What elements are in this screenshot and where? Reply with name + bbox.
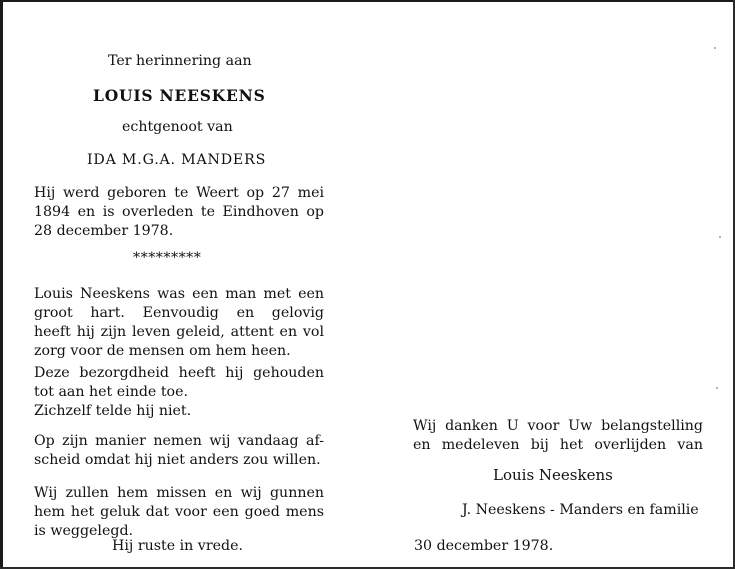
paragraph-line: scheid omdat hij niet anders zou willen.: [34, 452, 321, 468]
paragraph-line: Louis Neeskens was een man met een: [34, 286, 324, 302]
tribute-paragraph-3: [34, 432, 324, 470]
biography-line: 28 december 1978.: [34, 223, 174, 239]
paragraph-line: is weggelegd.: [34, 523, 134, 539]
paragraph-line: Deze bezorgdheid heeft hij gehouden: [34, 365, 324, 381]
paragraph-line: Wij zullen hem missen en wij gunnen: [34, 485, 324, 501]
card-left-edge: [0, 0, 3, 569]
paper-speck: [714, 47, 716, 49]
spouse-name: IDA M.G.A. MANDERS: [87, 152, 267, 168]
paragraph-line: Zichzelf telde hij niet.: [34, 403, 192, 419]
thanks-paragraph: [413, 417, 703, 455]
separator-stars: *********: [133, 250, 202, 266]
paragraph-line: heeft hij zijn leven geleid, attent en vol: [34, 324, 324, 340]
deceased-name: LOUIS NEESKENS: [93, 86, 266, 105]
tribute-paragraph-1: [34, 285, 324, 361]
biography-line: 1894 en is overleden te Eindhoven op: [34, 204, 324, 220]
paragraph-line: Op zijn manier nemen wij vandaag af-: [34, 433, 324, 449]
thanks-line: en medeleven bij het overlijden van: [413, 437, 703, 453]
intro-text: Ter herinnering aan: [108, 53, 252, 69]
tribute-paragraph-4: [34, 484, 324, 541]
paragraph-line: groot hart. Eenvoudig en gelovig: [34, 305, 324, 321]
card-date: 30 december 1978.: [414, 538, 554, 554]
thanks-line: Wij danken U voor Uw belangstelling: [413, 418, 703, 434]
closing-text: Hij ruste in vrede.: [112, 538, 243, 554]
card-top-edge: [0, 0, 735, 2]
paragraph-line: zorg voor de mensen om hem heen.: [34, 343, 291, 359]
thanks-name: Louis Neeskens: [493, 466, 613, 484]
paragraph-line: tot aan het einde toe.: [34, 384, 188, 400]
paragraph-line: hem het geluk dat voor een goed mens: [34, 504, 324, 520]
paper-speck: [719, 236, 721, 238]
relation-text: echtgenoot van: [122, 119, 233, 135]
tribute-paragraph-2: [34, 364, 324, 421]
paper-speck: [716, 387, 718, 389]
biography-paragraph: [34, 184, 324, 241]
biography-line: Hij werd geboren te Weert op 27 mei: [34, 185, 324, 201]
family-signature: J. Neeskens - Manders en familie: [462, 502, 699, 518]
